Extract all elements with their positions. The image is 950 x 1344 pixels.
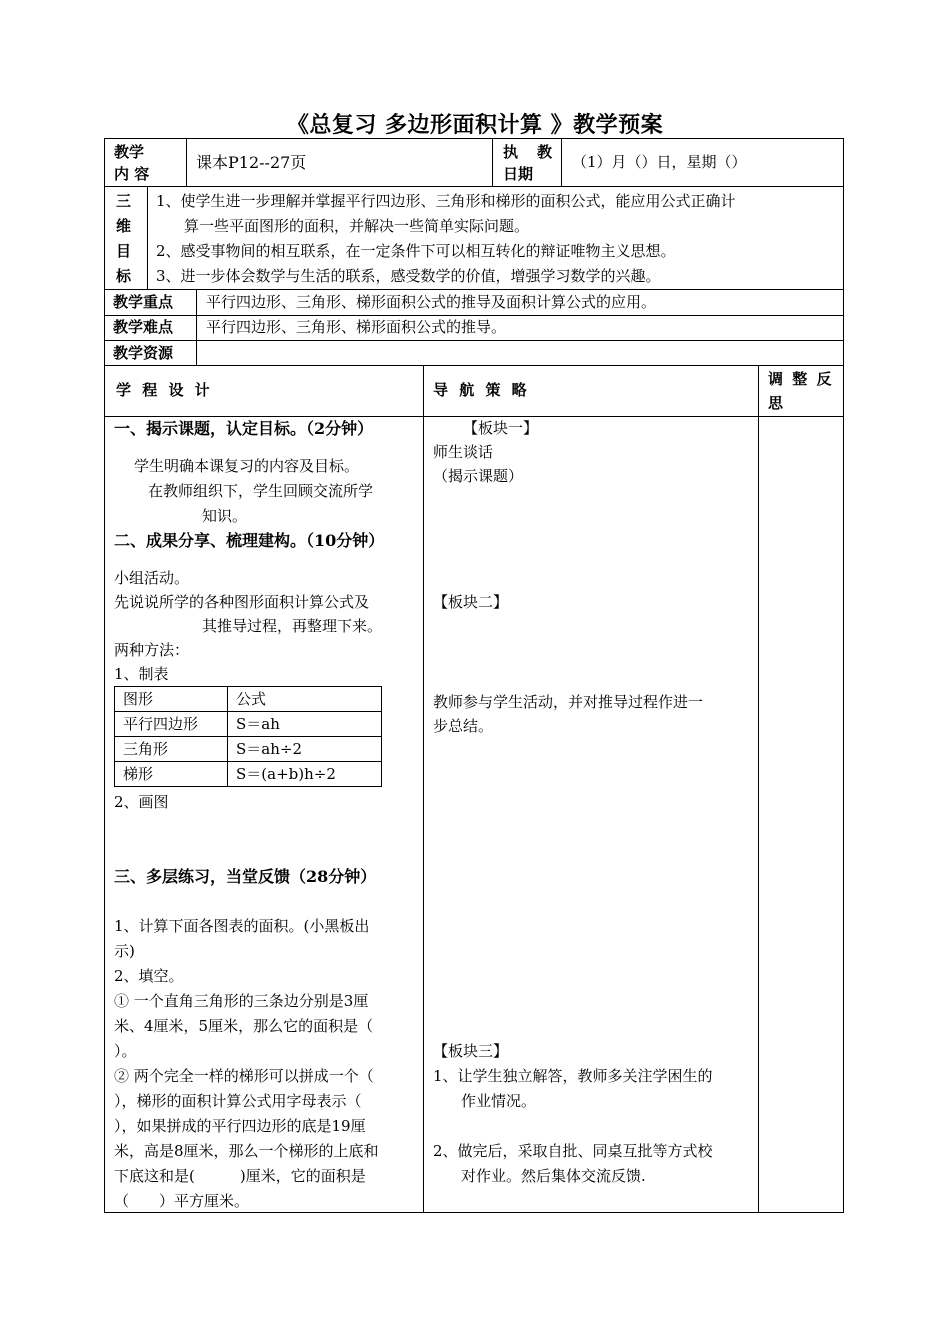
- col-divider: [492, 138, 493, 186]
- table-row: [115, 687, 382, 712]
- col-divider: [423, 365, 424, 1213]
- table-cell: 图形: [115, 687, 228, 712]
- row-divider: [104, 365, 844, 366]
- section-2-text: 两种方法：: [114, 641, 190, 659]
- block-2-title: 【板块二】: [433, 593, 509, 611]
- block-1-text: 师生谈话: [433, 443, 494, 461]
- date-value: （1）月（）日，星期（）: [572, 153, 747, 171]
- section-3-text: 米，高是8厘米，那么一个梯形的上底和: [114, 1142, 379, 1160]
- section-1-text: 学生明确本课复习的内容及目标。: [134, 457, 360, 475]
- column-header-design: 学 程 设 计: [116, 381, 213, 399]
- content-value: 课本P12--27页: [196, 153, 307, 172]
- goal-item: 2、感受事物间的相互联系，在一定条件下可以相互转化的辩证唯物主义思想。: [156, 242, 676, 260]
- content-label-line2: 内 容: [114, 165, 150, 183]
- difficulty-value: 平行四边形、三角形、梯形面积公式的推导。: [206, 318, 507, 336]
- section-2-text: 先说说所学的各种图形面积计算公式及: [114, 593, 370, 611]
- col-divider: [186, 138, 187, 186]
- section-2-text: 2、画图: [114, 793, 169, 811]
- section-3-text: ）。: [114, 1042, 137, 1060]
- table-row: [115, 737, 382, 762]
- block-3-title: 【板块三】: [433, 1042, 509, 1060]
- goals-label-char: 目: [116, 242, 132, 260]
- block-2-text: 步总结。: [433, 717, 494, 735]
- col-divider: [147, 186, 148, 289]
- section-1-title: 一、揭示课题，认定目标。（2分钟）: [114, 419, 374, 438]
- section-3-text: ），如果拼成的平行四边形的底是19厘: [114, 1117, 366, 1135]
- table-cell: 公式: [228, 687, 382, 712]
- col-divider: [561, 138, 562, 186]
- section-3-text: 米、4厘米，5厘米，那么它的面积是（: [114, 1017, 374, 1035]
- date-label-line1: 执 教: [503, 143, 555, 161]
- table-row: [115, 762, 382, 787]
- key-point-label: 教学重点: [113, 293, 174, 311]
- goals-label-char: 维: [116, 217, 132, 235]
- row-divider: [104, 186, 844, 187]
- page-title: 《总复习 多边形面积计算 》教学预案: [286, 112, 664, 138]
- block-3-text: 对作业。然后集体交流反馈.: [461, 1167, 646, 1185]
- section-2-text: 小组活动。: [114, 569, 190, 587]
- block-1-text: （揭示课题）: [433, 467, 524, 485]
- section-3-text: ），梯形的面积计算公式用字母表示（: [114, 1092, 362, 1110]
- content-label-line1: 教学: [114, 143, 145, 161]
- table-cell: 三角形: [115, 737, 228, 762]
- table-cell: 平行四边形: [115, 712, 228, 737]
- date-label-line2: 日期: [503, 165, 534, 183]
- block-3-text: 作业情况。: [461, 1092, 537, 1110]
- section-2-title: 二、成果分享、梳理建构。（10分钟）: [114, 531, 385, 550]
- resources-label: 教学资源: [113, 344, 174, 362]
- table-cell: S＝ah: [228, 712, 382, 737]
- section-3-text: ② 两个完全一样的梯形可以拼成一个（: [114, 1067, 374, 1085]
- column-header-strategy: 导 航 策 略: [433, 381, 530, 399]
- block-2-text: 教师参与学生活动，并对推导过程作进一: [433, 693, 704, 711]
- column-header-reflect-line2: 思: [768, 394, 784, 412]
- block-3-text: 2、做完后，采取自批、同桌互批等方式校: [433, 1142, 713, 1160]
- section-3-text: （ ）平方厘米。: [114, 1192, 250, 1210]
- section-2-text: 1、制表: [114, 665, 169, 683]
- goal-item: 3、进一步体会数学与生活的联系，感受数学的价值，增强学习数学的兴趣。: [156, 267, 661, 285]
- goal-item: 算一些平面图形的面积，并解决一些简单实际问题。: [184, 217, 530, 235]
- goals-label-char: 三: [116, 192, 132, 210]
- block-3-text: 1、让学生独立解答，教师多关注学困生的: [433, 1067, 713, 1085]
- goal-item: 1、使学生进一步理解并掌握平行四边形、三角形和梯形的面积公式，能应用公式正确计: [156, 192, 736, 210]
- goals-label-char: 标: [116, 267, 132, 285]
- row-divider: [104, 340, 844, 341]
- difficulty-label: 教学难点: [113, 318, 174, 336]
- section-2-text: 其推导过程，再整理下来。: [202, 617, 383, 635]
- key-point-value: 平行四边形、三角形、梯形面积公式的推导及面积计算公式的应用。: [206, 293, 657, 311]
- block-1-title: 【板块一】: [463, 419, 539, 437]
- col-divider: [196, 289, 197, 365]
- table-cell: 梯形: [115, 762, 228, 787]
- table-cell: S＝(a+b)h÷2: [228, 762, 382, 787]
- section-3-text: 1、计算下面各图表的面积。(小黑板出: [114, 917, 370, 935]
- table-cell: S＝ah÷2: [228, 737, 382, 762]
- column-header-reflect-line1: 调 整 反: [768, 370, 834, 388]
- table-row: [115, 712, 382, 737]
- section-3-title: 三、多层练习，当堂反馈（28分钟）: [114, 867, 377, 886]
- section-3-text: 2、填空。: [114, 967, 184, 985]
- section-3-text: 下底这和是( )厘米，它的面积是: [114, 1167, 366, 1185]
- section-3-text: 示): [114, 942, 135, 960]
- section-1-text: 在教师组织下，学生回顾交流所学: [148, 482, 374, 500]
- section-3-text: ① 一个直角三角形的三条边分别是3厘: [114, 992, 369, 1010]
- col-divider: [758, 365, 759, 1213]
- formula-table: [114, 686, 382, 787]
- section-1-text: 知识。: [202, 507, 248, 525]
